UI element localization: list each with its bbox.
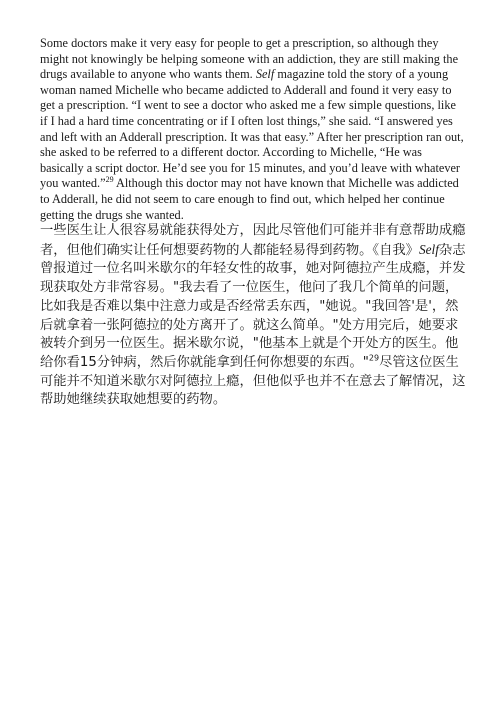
- magazine-title-chinese: Self: [418, 241, 439, 257]
- chinese-paragraph: [40, 222, 468, 410]
- chinese-text-part-1: 一些医生让人很容易就能获得处方，因此尽管他们可能并非有意帮助成瘾者，但他们确实让任何想要药物的人都能轻易得到药物。《自我》: [40, 223, 466, 258]
- footnote-marker-english: 29: [105, 175, 114, 185]
- magazine-title-english: Self: [255, 67, 275, 82]
- english-text-part-3: Although this doctor may not have known that Michelle was addicted to Adderall, he did not seem to care enough to find out, which helped her continue getting the drugs she wanted.: [40, 176, 459, 222]
- english-text-part-2: magazine told the story of a young woman named Michelle who became addicted to Adderall and found it very easy to get a prescription. “I went to see a doctor who asked me a few simple questions, like if I had a hard time concentrating or if I often lost things,” she said. “I answered yes and left with an Adderall prescription. It was that easy.” After her prescription ran out, she asked to be referred to a different doctor. According to Michelle, “He was basically a script doctor. He’d see you for 15 minutes, and you’d leave with whatever you wanted.”: [40, 67, 464, 191]
- english-paragraph: [40, 36, 464, 223]
- chinese-text-part-2: 杂志曾报道过一位名叫米歇尔的年轻女性的故事，她对阿德拉产生成瘾，并发现获取处方非常容易。"我去看了一位医生，他问了我几个简单的问题，比如我是否难以集中注意力或是否经常丢东西，"她说。"我回答'是'，然后就拿着一张阿德拉的处方离开了。就这么简单。"处方用完后，她要求被转介到另一位医生。据米歇尔说，"他基本上就是个开处方的医生。他给你看15分钟病，然后你就能拿到任何你想要的东西。": [40, 242, 466, 370]
- footnote-marker-chinese: 29: [368, 353, 380, 363]
- chinese-text-part-3: 尽管这位医生可能并不知道米歇尔对阿德拉上瘾，但他似乎也并不在意去了解情况，这帮助她继续获取她想要的药物。: [40, 354, 466, 408]
- english-text-part-1: Some doctors make it very easy for people to get a prescription, so although they might not knowingly be helping someone with an addiction, they are still making the drugs available to anyone who wants them.: [40, 36, 459, 82]
